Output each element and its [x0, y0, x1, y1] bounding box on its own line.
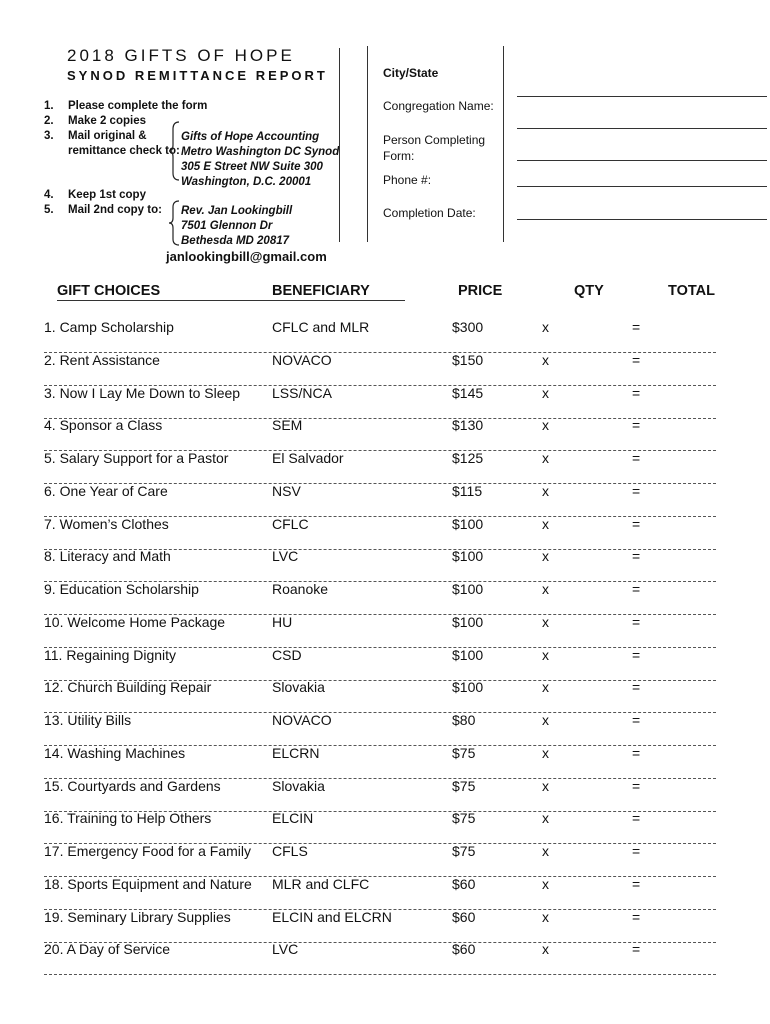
brace-icon [168, 121, 180, 181]
price: $75 [452, 777, 476, 794]
step-text: Mail 2nd copy to: [68, 204, 162, 216]
total-equals: = [632, 319, 641, 335]
table-row [44, 941, 716, 975]
accounting-address [181, 130, 339, 190]
quantity-multiplier: x [542, 810, 549, 827]
price: $100 [452, 548, 484, 565]
step-number: 5. [44, 204, 54, 216]
step-text: Please complete the form [68, 100, 208, 112]
step-number: 2. [44, 115, 54, 127]
table-row [44, 483, 716, 517]
table-row [44, 679, 716, 713]
quantity-multiplier: x [542, 908, 549, 925]
quantity-multiplier: x [542, 515, 549, 532]
table-row [44, 810, 716, 844]
beneficiary: CFLC [272, 515, 309, 532]
beneficiary: ELCRN [272, 744, 320, 761]
price: $100 [452, 613, 484, 630]
quantity-multiplier: x [542, 384, 549, 401]
table-row [44, 745, 716, 779]
col-gift-choices: GIFT CHOICES [57, 283, 161, 299]
quantity-multiplier: x [542, 613, 549, 630]
gift-choice: 10. Welcome Home Package [44, 613, 226, 630]
total-equals: = [632, 482, 641, 499]
divider [503, 46, 504, 242]
person-label-line: Person Completing [383, 133, 486, 147]
beneficiary: CFLS [272, 843, 308, 859]
address-line: 7501 Glennon Dr [181, 220, 273, 232]
total-equals: = [632, 810, 641, 827]
table-row [44, 843, 716, 877]
quantity-multiplier: x [542, 843, 549, 859]
price: $75 [452, 810, 476, 827]
price: $115 [452, 482, 483, 499]
copy-address [181, 204, 292, 249]
beneficiary: Slovakia [272, 679, 325, 696]
price: $60 [452, 941, 476, 958]
report-title: 2018 GIFTS OF HOPE [67, 46, 295, 65]
quantity-multiplier: x [542, 646, 549, 663]
address-line: Metro Washington DC Synod [181, 146, 340, 158]
city-state-field[interactable] [517, 96, 767, 97]
price: $75 [452, 744, 476, 761]
address-line: 305 E Street NW Suite 300 [181, 161, 323, 173]
divider [339, 48, 340, 242]
gift-choice: 13. Utility Bills [44, 712, 132, 728]
total-equals: = [632, 613, 641, 630]
quantity-multiplier: x [542, 941, 549, 958]
gift-choice: 11. Regaining Dignity [44, 646, 177, 663]
phone-label: Phone #: [383, 173, 432, 187]
total-equals: = [632, 908, 641, 925]
step-number: 1. [44, 100, 54, 112]
col-total: TOTAL [668, 283, 715, 299]
price: $150 [452, 351, 484, 368]
total-equals: = [632, 843, 641, 859]
total-equals: = [632, 875, 641, 892]
gift-choice: 2. Rent Assistance [44, 351, 160, 368]
gift-choice: 18. Sports Equipment and Nature [44, 875, 252, 892]
quantity-multiplier: x [542, 744, 549, 761]
table-row [44, 909, 716, 943]
gift-choice: 1. Camp Scholarship [44, 319, 174, 335]
person-field[interactable] [517, 160, 767, 161]
total-equals: = [632, 548, 641, 565]
step-number: 3. [44, 130, 54, 142]
step-text: Make 2 copies [68, 115, 146, 127]
gift-choice: 6. One Year of Care [44, 482, 168, 499]
table-row [44, 581, 716, 615]
beneficiary: ELCIN and ELCRN [272, 908, 392, 925]
quantity-multiplier: x [542, 777, 549, 794]
brace-icon [168, 200, 180, 246]
col-qty: QTY [574, 283, 604, 299]
price: $60 [452, 875, 476, 892]
total-equals: = [632, 417, 641, 434]
gift-choice: 12. Church Building Repair [44, 679, 212, 696]
gift-choice: 16. Training to Help Others [44, 810, 212, 827]
step-text: remittance check to: [68, 145, 180, 157]
total-equals: = [632, 777, 641, 794]
gift-choice: 19. Seminary Library Supplies [44, 908, 231, 925]
col-price: PRICE [458, 283, 503, 299]
table-row [44, 614, 716, 648]
col-beneficiary: BENEFICIARY [272, 283, 370, 299]
table-row [44, 352, 716, 386]
table-row [44, 450, 716, 484]
beneficiary: El Salvador [272, 450, 344, 466]
quantity-multiplier: x [542, 351, 549, 368]
person-label-line: Form: [383, 149, 415, 163]
table-row [44, 417, 716, 451]
person-label [383, 132, 485, 164]
total-equals: = [632, 450, 641, 466]
price: $130 [452, 417, 484, 434]
report-subtitle: SYNOD REMITTANCE REPORT [67, 68, 328, 83]
congregation-label: Congregation Name: [383, 99, 494, 113]
completion-date-label: Completion Date: [383, 206, 476, 220]
beneficiary: HU [272, 613, 293, 630]
total-equals: = [632, 941, 641, 958]
address-line: Washington, D.C. 20001 [181, 176, 312, 188]
gift-choice: 14. Washing Machines [44, 744, 186, 761]
gift-choice: 8. Literacy and Math [44, 548, 171, 565]
table-row [44, 876, 716, 910]
table-row [44, 548, 716, 582]
quantity-multiplier: x [542, 875, 549, 892]
table-row [44, 516, 716, 550]
beneficiary: MLR and CLFC [272, 875, 370, 892]
price: $100 [452, 581, 484, 597]
quantity-multiplier: x [542, 581, 549, 597]
quantity-multiplier: x [542, 548, 549, 565]
beneficiary: LVC [272, 548, 299, 565]
table-row [44, 319, 716, 353]
quantity-multiplier: x [542, 482, 549, 499]
price: $100 [452, 515, 484, 532]
beneficiary: LVC [272, 941, 299, 958]
gift-choice: 9. Education Scholarship [44, 581, 199, 597]
beneficiary: Slovakia [272, 777, 325, 794]
total-equals: = [632, 744, 641, 761]
total-equals: = [632, 351, 641, 368]
total-equals: = [632, 581, 641, 597]
table-row [44, 385, 716, 419]
price: $60 [452, 908, 476, 925]
gift-choice: 15. Courtyards and Gardens [44, 777, 221, 794]
table-row [44, 778, 716, 812]
quantity-multiplier: x [542, 679, 549, 696]
gift-choice: 5. Salary Support for a Pastor [44, 450, 229, 466]
gift-choice: 17. Emergency Food for a Family [44, 843, 251, 859]
phone-field[interactable] [517, 186, 767, 187]
beneficiary: NOVACO [272, 712, 332, 728]
beneficiary: NSV [272, 482, 301, 499]
beneficiary: CFLC and MLR [272, 319, 370, 335]
gift-choice: 4. Sponsor a Class [44, 417, 163, 434]
gift-choice: 20. A Day of Service [44, 941, 171, 958]
price: $75 [452, 843, 476, 859]
quantity-multiplier: x [542, 450, 549, 466]
beneficiary: SEM [272, 417, 303, 434]
header-underline [57, 300, 405, 301]
total-equals: = [632, 679, 641, 696]
price: $100 [452, 646, 484, 663]
beneficiary: LSS/NCA [272, 384, 332, 401]
gift-choice: 3. Now I Lay Me Down to Sleep [44, 384, 241, 401]
step-number: 4. [44, 189, 54, 201]
price: $80 [452, 712, 476, 728]
city-state-label: City/State [383, 66, 439, 80]
total-equals: = [632, 515, 641, 532]
price: $300 [452, 319, 484, 335]
price: $100 [452, 679, 484, 696]
price: $125 [452, 450, 484, 466]
congregation-field[interactable] [517, 128, 767, 129]
total-equals: = [632, 384, 641, 401]
divider [367, 46, 368, 242]
beneficiary: CSD [272, 646, 302, 663]
address-line: Rev. Jan Lookingbill [181, 205, 293, 217]
table-row [44, 647, 716, 681]
beneficiary: Roanoke [272, 581, 329, 597]
gift-choice: 7. Women’s Clothes [44, 515, 169, 532]
table-row [44, 712, 716, 746]
total-equals: = [632, 712, 641, 728]
quantity-multiplier: x [542, 417, 549, 434]
completion-date-field[interactable] [517, 219, 767, 220]
address-line: Gifts of Hope Accounting [181, 131, 320, 143]
total-equals: = [632, 646, 641, 663]
beneficiary: ELCIN [272, 810, 314, 827]
beneficiary: NOVACO [272, 351, 332, 368]
step-text: Keep 1st copy [68, 189, 146, 201]
price: $145 [452, 384, 484, 401]
quantity-multiplier: x [542, 712, 549, 728]
contact-email[interactable]: janlookingbill@gmail.com [166, 249, 327, 264]
address-line: Bethesda MD 20817 [181, 235, 290, 247]
step-text: Mail original & [68, 130, 147, 142]
quantity-multiplier: x [542, 319, 549, 335]
